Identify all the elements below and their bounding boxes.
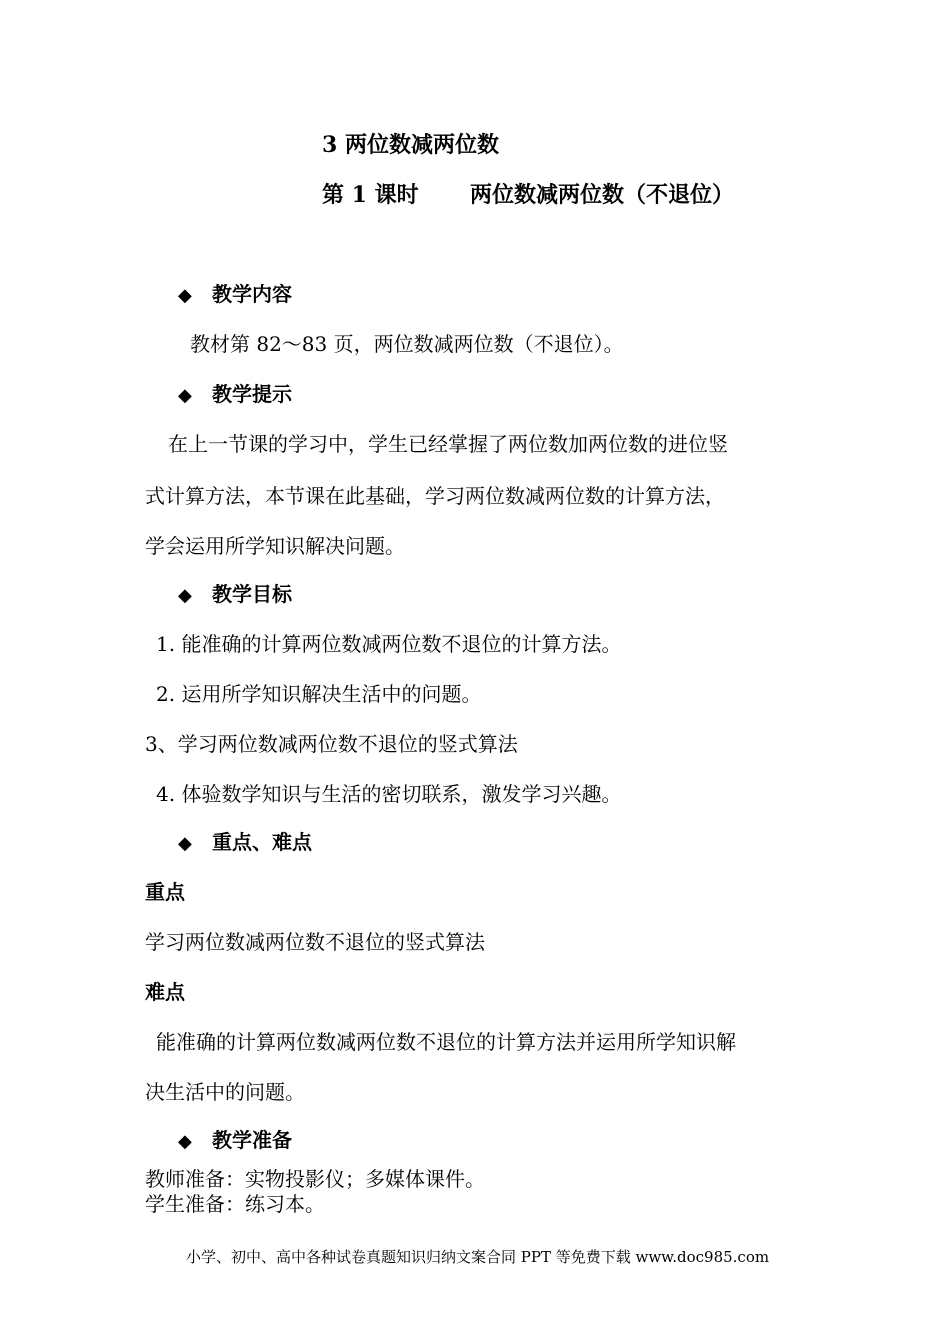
difficulty-line: 决生活中的问题。 — [145, 1080, 305, 1104]
prep-student: 学生准备：练习本。 — [145, 1192, 325, 1216]
prep-teacher: 教师准备：实物投影仪；多媒体课件。 — [145, 1167, 485, 1191]
diamond-bullet-icon: ◆ — [178, 1131, 192, 1152]
goal-item: 1. 能准确的计算两位数减两位数不退位的计算方法。 — [156, 632, 622, 656]
difficulty-line: 能准确的计算两位数减两位数不退位的计算方法并运用所学知识解 — [156, 1030, 736, 1054]
diamond-bullet-icon: ◆ — [178, 285, 192, 306]
content-text: 教材第 82～83 页，两位数减两位数（不退位）。 — [190, 332, 624, 356]
section-heading-goals: ◆ 教学目标 — [178, 582, 292, 606]
lesson-name: 两位数减两位数（不退位） — [469, 182, 734, 208]
section-heading-prep: ◆ 教学准备 — [178, 1128, 292, 1152]
goal-item: 3、学习两位数减两位数不退位的竖式算法 — [145, 732, 518, 756]
diamond-bullet-icon: ◆ — [178, 385, 192, 406]
key-text: 学习两位数减两位数不退位的竖式算法 — [145, 930, 485, 954]
key-label: 重点 — [145, 880, 185, 904]
difficulty-label: 难点 — [145, 980, 185, 1004]
hints-line: 式计算方法，本节课在此基础，学习两位数减两位数的计算方法， — [145, 484, 725, 508]
lesson-number: 第 1 课时 — [322, 182, 419, 208]
goal-item: 4. 体验数学知识与生活的密切联系，激发学习兴趣。 — [156, 782, 622, 806]
page-footer: 小学、初中、高中各种试卷真题知识归纳文案合同 PPT 等免费下载 www.doc985.com — [186, 1248, 770, 1266]
document-title: 3 两位数减两位数 — [322, 132, 499, 158]
diamond-bullet-icon: ◆ — [178, 585, 192, 606]
diamond-bullet-icon: ◆ — [178, 833, 192, 854]
section-heading-content: ◆ 教学内容 — [178, 282, 292, 306]
hints-line: 学会运用所学知识解决问题。 — [145, 534, 405, 558]
section-heading-key-points: ◆ 重点、难点 — [178, 830, 312, 854]
goal-item: 2. 运用所学知识解决生活中的问题。 — [156, 682, 482, 706]
hints-line: 在上一节课的学习中，学生已经掌握了两位数加两位数的进位竖 — [168, 432, 728, 456]
section-heading-hints: ◆ 教学提示 — [178, 382, 292, 406]
lesson-heading — [322, 178, 734, 209]
